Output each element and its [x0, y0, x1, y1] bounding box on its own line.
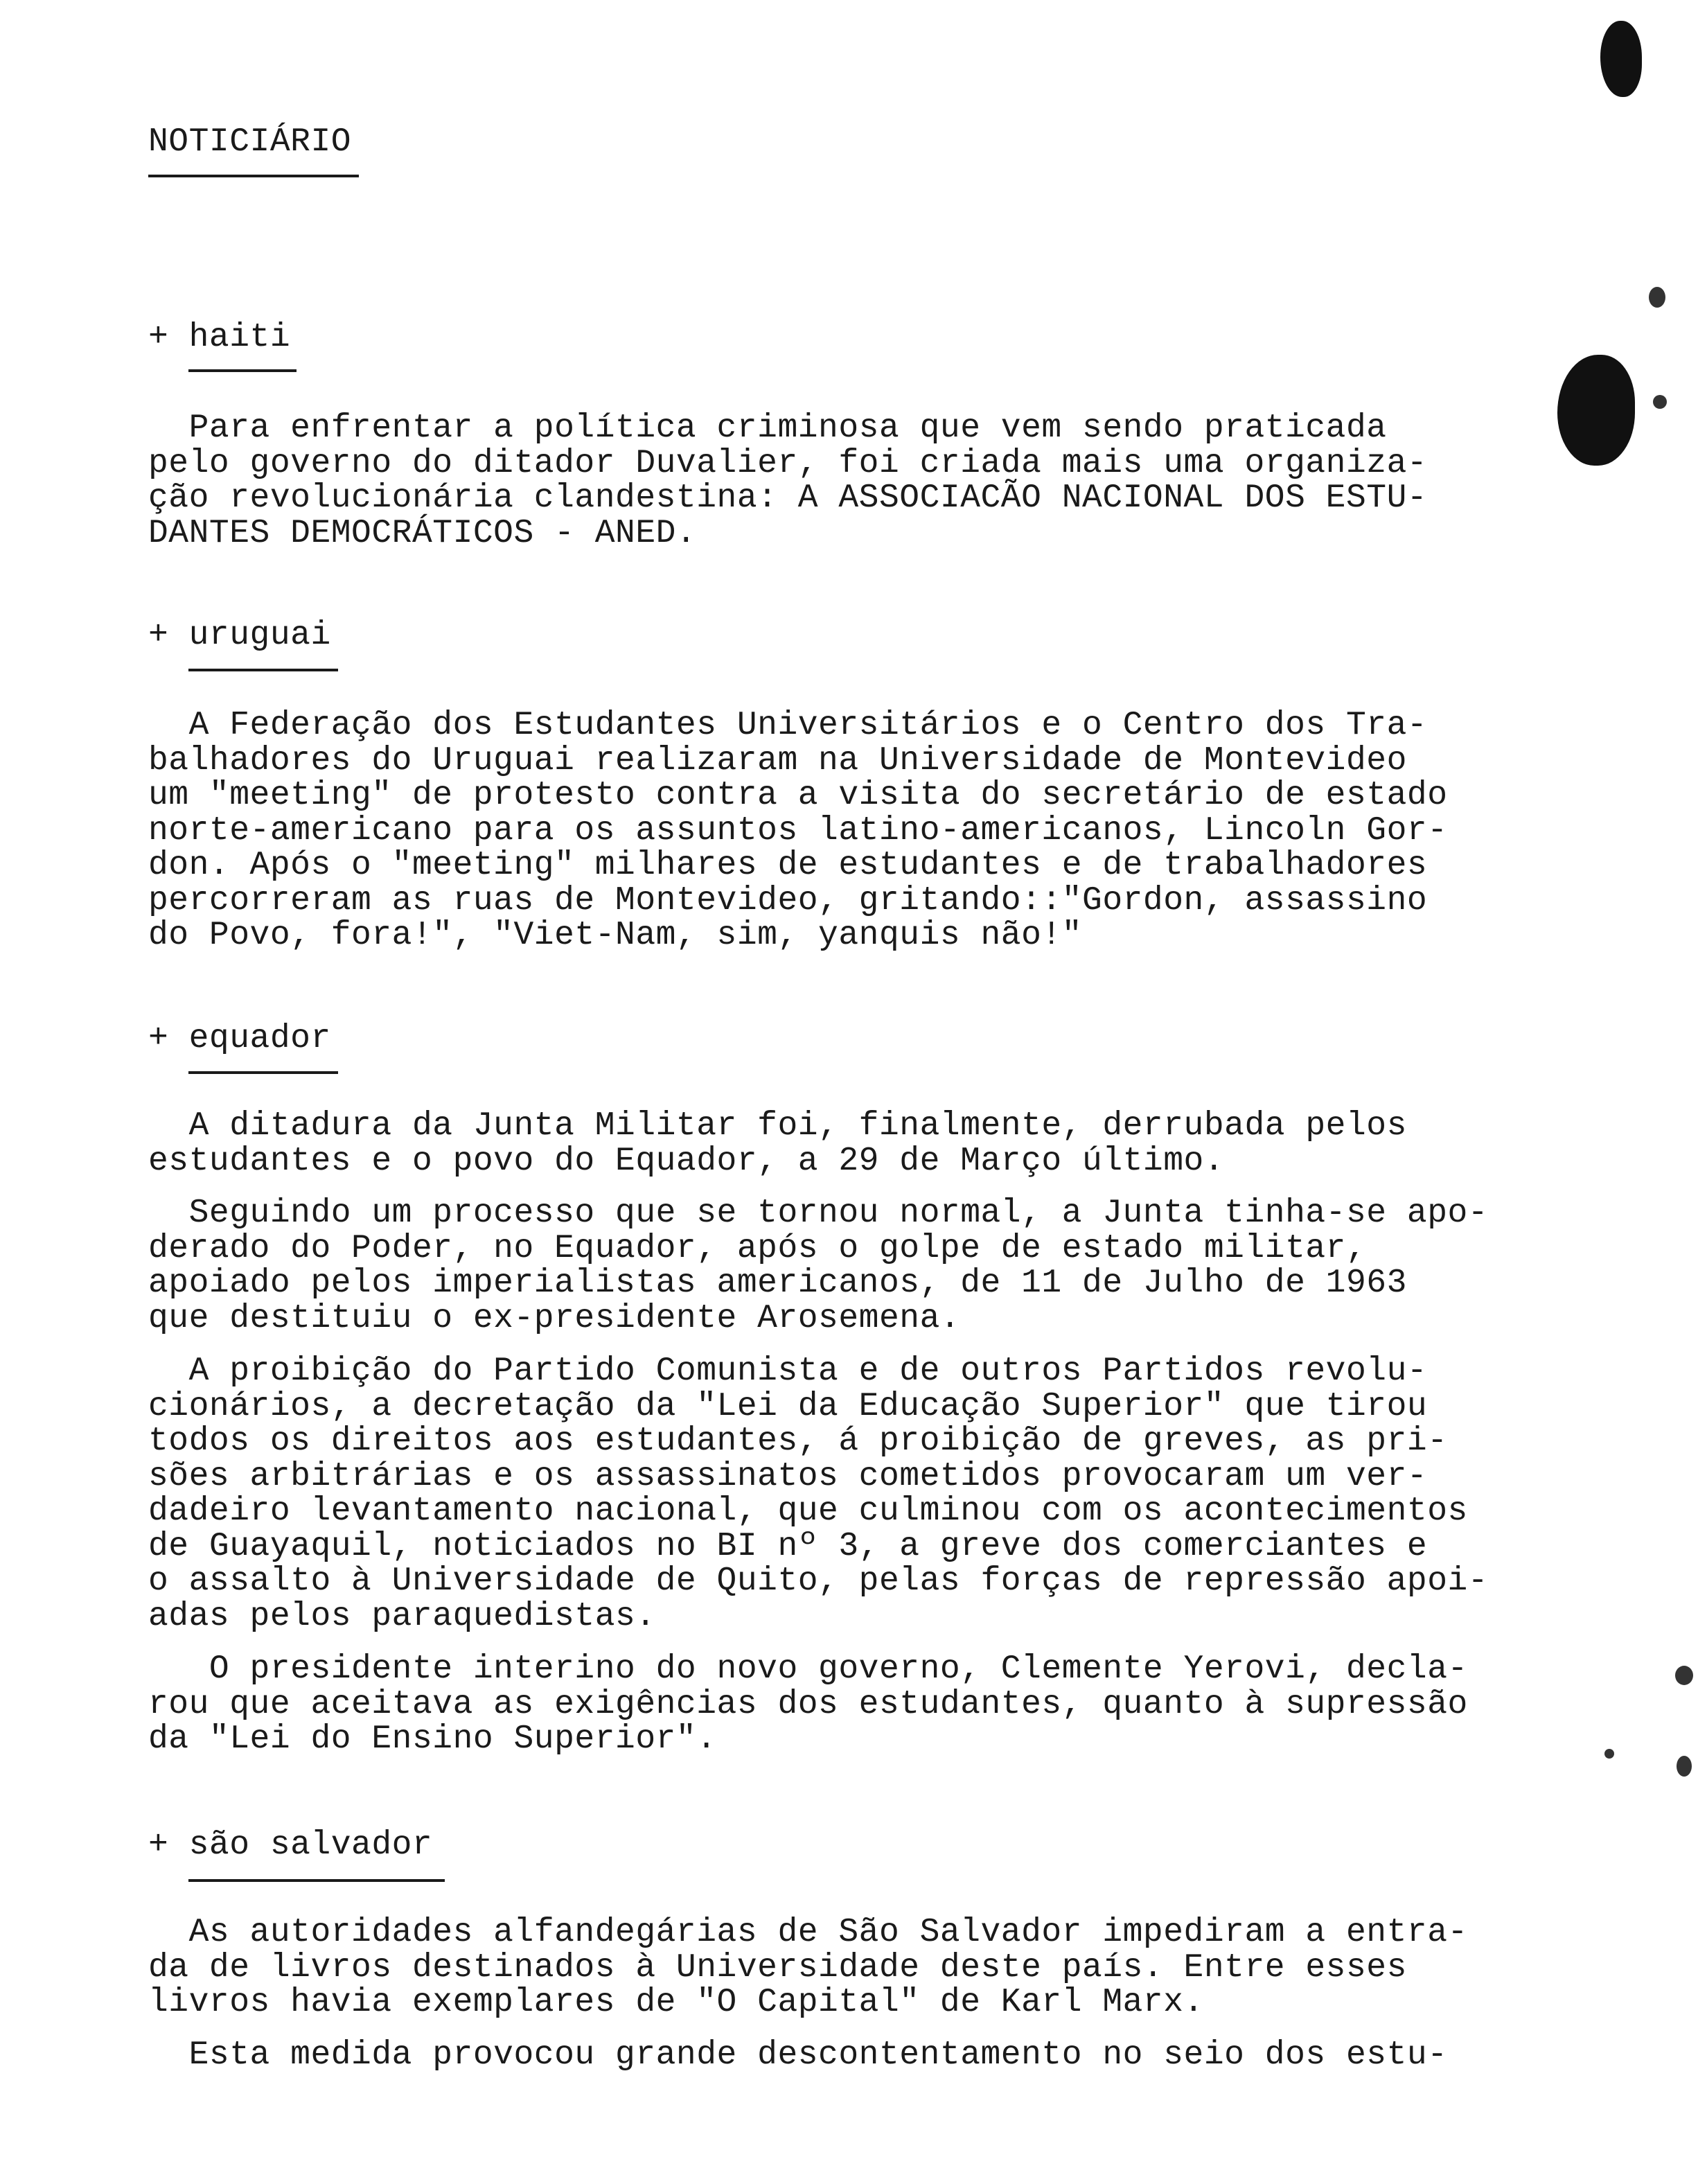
scan-speck-5	[1677, 1756, 1692, 1777]
ink-blot-top	[1600, 21, 1642, 97]
section-heading-haiti: + haiti	[148, 319, 291, 356]
paragraph-equador-3: A proibição do Partido Comunista e de outros Partidos revolu- cionários, a decretação da "Lei da Educação Superior" que tirou todos os direitos aos estudantes, á proibição de greves, as pri- sões arbitrárias e os assassinatos cometidos provocaram um ver- dadeiro levantamento nacional, que culminou com os acontecimentos de Guayaquil, noticiados no BI nº 3, a greve dos comerciantes e o assalto à Universidade de Quito, pelas forças de repressão apoi- adas pelos paraquedistas.	[148, 1353, 1489, 1635]
paragraph-haiti-1: Para enfrentar a política criminosa que vem sendo praticada pelo governo do ditador Duvalier, foi criada mais uma organiza- ção revolucionária clandestina: A ASSOCIACÃO NACIONAL DOS ESTU- DANTES DEMOCRÁTICOS - ANED.	[148, 410, 1428, 552]
section-heading-equador: + equador	[148, 1020, 331, 1057]
section-heading-sao-salvador: + são salvador	[148, 1826, 433, 1864]
scan-speck-2	[1653, 395, 1667, 409]
scan-speck-3	[1675, 1666, 1693, 1685]
paragraph-uruguai-1: A Federação dos Estudantes Universitários e o Centro dos Tra- balhadores do Uruguai realizaram na Universidade de Montevideo um "meeting" de protesto contra a visita do secretário de estado norte-americano para os assuntos latino-americanos, Lincoln Gor- don. Após o "meeting" milhares de estudantes e de trabalhadores percorreram as ruas de Montevideo, gritando::"Gordon, assassino do Povo, fora!", "Viet-Nam, sim, yanquis não!"	[148, 707, 1448, 954]
scan-speck-4	[1604, 1749, 1614, 1759]
paragraph-sao-salvador-1: As autoridades alfandegárias de São Salvador impediram a entra- da de livros destinados à Universidade deste país. Entre esses livros havia exemplares de "O Capital" de Karl Marx.	[148, 1914, 1468, 2021]
ink-blot-middle	[1557, 355, 1635, 466]
heading-underline-haiti	[188, 369, 297, 372]
heading-underline-equador	[188, 1071, 338, 1074]
paragraph-equador-4: O presidente interino do novo governo, Clemente Yerovi, decla- rou que aceitava as exigências dos estudantes, quanto à supressão da "Lei do Ensino Superior".	[148, 1650, 1468, 1758]
title-underline	[148, 175, 359, 177]
paragraph-sao-salvador-2: Esta medida provocou grande descontentamento no seio dos estu-	[148, 2036, 1448, 2074]
section-heading-uruguai: + uruguai	[148, 617, 331, 654]
paragraph-equador-2: Seguindo um processo que se tornou normal, a Junta tinha-se apo- derado do Poder, no Equador, após o golpe de estado militar, apoiado pelos imperialistas americanos, de 11 de Julho de 1963 que destituiu o ex-presidente Arosemena.	[148, 1195, 1489, 1337]
heading-underline-sao-salvador	[188, 1879, 445, 1882]
heading-underline-uruguai	[188, 669, 338, 671]
paragraph-equador-1: A ditadura da Junta Militar foi, finalmente, derrubada pelos estudantes e o povo do Equador, a 29 de Março último.	[148, 1107, 1407, 1180]
page-title: NOTICIÁRIO	[148, 123, 352, 161]
scan-speck-1	[1649, 287, 1665, 308]
